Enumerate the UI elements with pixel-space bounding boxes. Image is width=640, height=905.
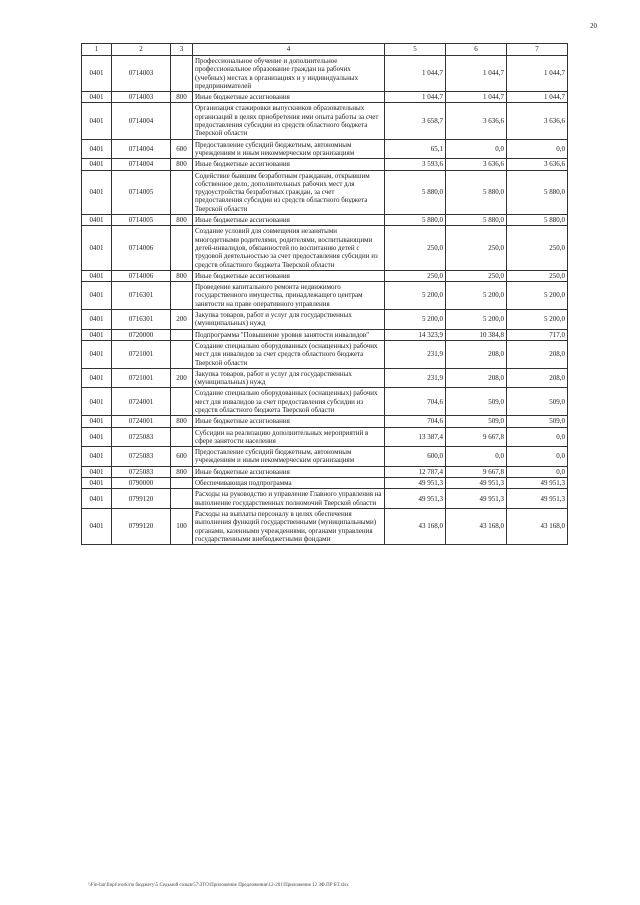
expense-type-cell: 800 bbox=[171, 466, 193, 477]
section-code-cell: 0401 bbox=[82, 466, 112, 477]
amount-col6-cell: 509,0 bbox=[446, 388, 507, 416]
amount-col7-cell: 43 168,0 bbox=[507, 508, 568, 544]
target-article-cell: 0714006 bbox=[112, 270, 171, 281]
target-article-cell: 0716301 bbox=[112, 310, 171, 330]
header-cell: 5 bbox=[385, 44, 446, 56]
section-code-cell: 0401 bbox=[82, 388, 112, 416]
section-code-cell: 0401 bbox=[82, 329, 112, 340]
amount-col6-cell: 509,0 bbox=[446, 416, 507, 427]
amount-col5-cell: 49 951,3 bbox=[385, 489, 446, 509]
amount-col6-cell: 5 880,0 bbox=[446, 170, 507, 214]
amount-col6-cell: 10 384,8 bbox=[446, 329, 507, 340]
expense-type-cell bbox=[171, 226, 193, 270]
section-code-cell: 0401 bbox=[82, 226, 112, 270]
table-row bbox=[82, 478, 568, 489]
table-row bbox=[82, 329, 568, 340]
amount-col7-cell: 0,0 bbox=[507, 447, 568, 467]
section-code-cell: 0401 bbox=[82, 508, 112, 544]
amount-col6-cell: 1 044,7 bbox=[446, 56, 507, 92]
amount-col7-cell: 5 200,0 bbox=[507, 310, 568, 330]
amount-col6-cell: 49 951,3 bbox=[446, 489, 507, 509]
table-row bbox=[82, 508, 568, 544]
expense-type-cell bbox=[171, 340, 193, 368]
amount-col6-cell: 49 951,3 bbox=[446, 478, 507, 489]
target-article-cell: 0714003 bbox=[112, 92, 171, 103]
amount-col7-cell: 3 636,6 bbox=[507, 103, 568, 139]
amount-col7-cell: 250,0 bbox=[507, 270, 568, 281]
description-cell: Закупка товаров, работ и услуг для государственных (муниципальных) нужд bbox=[193, 310, 385, 330]
file-path-footer: \\Fin-lan\finpl\work\по бюджету\5 Седьмой созыв\57\ЗТО\Приложение Предложения\12-201\Приложение 12 ЗФ.ПР БТ.xlsx bbox=[88, 883, 349, 888]
table-row bbox=[82, 340, 568, 368]
amount-col5-cell: 12 787,4 bbox=[385, 466, 446, 477]
description-cell: Иные бюджетные ассигнования bbox=[193, 416, 385, 427]
section-code-cell: 0401 bbox=[82, 92, 112, 103]
expense-type-cell bbox=[171, 282, 193, 310]
amount-col5-cell: 65,1 bbox=[385, 139, 446, 159]
header-cell: 1 bbox=[82, 44, 112, 56]
description-cell: Профессиональное обучение и дополнительное профессиональное образование граждан на рабочих (учебных) местах в организациях и у индивидуальных предпринимателей bbox=[193, 56, 385, 92]
description-cell: Организация стажировки выпускников образовательных организаций в целях приобретения ими опыта работы за счет предоставления субсидии из средств областного бюджета Тверской области bbox=[193, 103, 385, 139]
amount-col5-cell: 13 387,4 bbox=[385, 427, 446, 447]
expense-type-cell bbox=[171, 388, 193, 416]
section-code-cell: 0401 bbox=[82, 56, 112, 92]
table-row bbox=[82, 215, 568, 226]
target-article-cell: 0799120 bbox=[112, 489, 171, 509]
amount-col6-cell: 250,0 bbox=[446, 226, 507, 270]
amount-col7-cell: 208,0 bbox=[507, 368, 568, 388]
amount-col7-cell: 3 636,6 bbox=[507, 159, 568, 170]
amount-col6-cell: 5 200,0 bbox=[446, 282, 507, 310]
amount-col6-cell: 250,0 bbox=[446, 270, 507, 281]
target-article-cell: 0725083 bbox=[112, 466, 171, 477]
expense-type-cell: 600 bbox=[171, 139, 193, 159]
expense-type-cell bbox=[171, 329, 193, 340]
amount-col7-cell: 0,0 bbox=[507, 427, 568, 447]
amount-col7-cell: 0,0 bbox=[507, 466, 568, 477]
section-code-cell: 0401 bbox=[82, 340, 112, 368]
section-code-cell: 0401 bbox=[82, 215, 112, 226]
description-cell: Обеспечивающая подпрограмма bbox=[193, 478, 385, 489]
amount-col5-cell: 5 880,0 bbox=[385, 215, 446, 226]
amount-col7-cell: 5 880,0 bbox=[507, 215, 568, 226]
amount-col5-cell: 704,6 bbox=[385, 388, 446, 416]
amount-col6-cell: 208,0 bbox=[446, 340, 507, 368]
description-cell: Закупка товаров, работ и услуг для государственных (муниципальных) нужд bbox=[193, 368, 385, 388]
section-code-cell: 0401 bbox=[82, 478, 112, 489]
amount-col7-cell: 717,0 bbox=[507, 329, 568, 340]
target-article-cell: 0714006 bbox=[112, 226, 171, 270]
description-cell: Предоставление субсидий бюджетным, автономным учреждениям и иным некоммерческим организациям bbox=[193, 139, 385, 159]
amount-col7-cell: 0,0 bbox=[507, 139, 568, 159]
amount-col6-cell: 0,0 bbox=[446, 139, 507, 159]
amount-col5-cell: 1 044,7 bbox=[385, 92, 446, 103]
table-row bbox=[82, 103, 568, 139]
target-article-cell: 0721001 bbox=[112, 340, 171, 368]
amount-col6-cell: 3 636,6 bbox=[446, 103, 507, 139]
target-article-cell: 0721001 bbox=[112, 368, 171, 388]
amount-col7-cell: 208,0 bbox=[507, 340, 568, 368]
description-cell: Иные бюджетные ассигнования bbox=[193, 92, 385, 103]
target-article-cell: 0720000 bbox=[112, 329, 171, 340]
amount-col6-cell: 43 168,0 bbox=[446, 508, 507, 544]
expense-type-cell bbox=[171, 103, 193, 139]
table-row bbox=[82, 489, 568, 509]
section-code-cell: 0401 bbox=[82, 447, 112, 467]
table-row bbox=[82, 159, 568, 170]
section-code-cell: 0401 bbox=[82, 416, 112, 427]
expense-type-cell: 200 bbox=[171, 368, 193, 388]
description-cell: Предоставление субсидий бюджетным, автономным учреждениям и иным некоммерческим организациям bbox=[193, 447, 385, 467]
section-code-cell: 0401 bbox=[82, 103, 112, 139]
amount-col6-cell: 208,0 bbox=[446, 368, 507, 388]
table-row bbox=[82, 416, 568, 427]
section-code-cell: 0401 bbox=[82, 489, 112, 509]
header-row bbox=[82, 44, 568, 56]
amount-col7-cell: 509,0 bbox=[507, 416, 568, 427]
expense-type-cell: 800 bbox=[171, 416, 193, 427]
description-cell: Содействие бывшим безработным гражданам, открывшим собственное дело, дополнительных рабочих мест для трудоустройства безработных граждан, за счет предоставления субсидии из средств областного бюджета Тверской области bbox=[193, 170, 385, 214]
expense-type-cell: 800 bbox=[171, 159, 193, 170]
amount-col7-cell: 5 880,0 bbox=[507, 170, 568, 214]
amount-col7-cell: 1 044,7 bbox=[507, 56, 568, 92]
expense-type-cell: 800 bbox=[171, 270, 193, 281]
table-row bbox=[82, 388, 568, 416]
description-cell: Иные бюджетные ассигнования bbox=[193, 466, 385, 477]
description-cell: Иные бюджетные ассигнования bbox=[193, 270, 385, 281]
page-number: 20 bbox=[590, 22, 597, 30]
expense-type-cell bbox=[171, 489, 193, 509]
expense-type-cell: 600 bbox=[171, 447, 193, 467]
expense-type-cell bbox=[171, 478, 193, 489]
description-cell: Создание специально оборудованных (оснащенных) рабочих мест для инвалидов за счет средств областного бюджета Тверской области bbox=[193, 340, 385, 368]
section-code-cell: 0401 bbox=[82, 368, 112, 388]
amount-col7-cell: 49 951,3 bbox=[507, 489, 568, 509]
amount-col7-cell: 5 200,0 bbox=[507, 282, 568, 310]
table-row bbox=[82, 139, 568, 159]
amount-col7-cell: 509,0 bbox=[507, 388, 568, 416]
table-row bbox=[82, 92, 568, 103]
target-article-cell: 0724001 bbox=[112, 388, 171, 416]
description-cell: Иные бюджетные ассигнования bbox=[193, 159, 385, 170]
section-code-cell: 0401 bbox=[82, 270, 112, 281]
table-row bbox=[82, 310, 568, 330]
expense-type-cell bbox=[171, 427, 193, 447]
amount-col6-cell: 0,0 bbox=[446, 447, 507, 467]
table-row bbox=[82, 282, 568, 310]
section-code-cell: 0401 bbox=[82, 170, 112, 214]
section-code-cell: 0401 bbox=[82, 139, 112, 159]
amount-col6-cell: 5 880,0 bbox=[446, 215, 507, 226]
target-article-cell: 0714005 bbox=[112, 170, 171, 214]
table-row bbox=[82, 270, 568, 281]
table-row bbox=[82, 56, 568, 92]
amount-col6-cell: 9 667,8 bbox=[446, 427, 507, 447]
table-row bbox=[82, 466, 568, 477]
target-article-cell: 0716301 bbox=[112, 282, 171, 310]
table-row bbox=[82, 368, 568, 388]
header-cell: 4 bbox=[193, 44, 385, 56]
amount-col5-cell: 231,9 bbox=[385, 340, 446, 368]
amount-col5-cell: 231,9 bbox=[385, 368, 446, 388]
table-row bbox=[82, 427, 568, 447]
amount-col5-cell: 5 880,0 bbox=[385, 170, 446, 214]
header-cell: 2 bbox=[112, 44, 171, 56]
section-code-cell: 0401 bbox=[82, 427, 112, 447]
description-cell: Расходы на выплаты персоналу в целях обеспечения выполнения функций государственными (муниципальными) органами, казенными учреждениями, органами управления государственными внебюджетными фондами bbox=[193, 508, 385, 544]
amount-col5-cell: 250,0 bbox=[385, 226, 446, 270]
budget-table bbox=[81, 43, 568, 545]
section-code-cell: 0401 bbox=[82, 282, 112, 310]
description-cell: Иные бюджетные ассигнования bbox=[193, 215, 385, 226]
amount-col7-cell: 250,0 bbox=[507, 226, 568, 270]
amount-col5-cell: 250,0 bbox=[385, 270, 446, 281]
target-article-cell: 0725083 bbox=[112, 427, 171, 447]
target-article-cell: 0724001 bbox=[112, 416, 171, 427]
target-article-cell: 0714004 bbox=[112, 139, 171, 159]
target-article-cell: 0790000 bbox=[112, 478, 171, 489]
target-article-cell: 0714005 bbox=[112, 215, 171, 226]
section-code-cell: 0401 bbox=[82, 310, 112, 330]
section-code-cell: 0401 bbox=[82, 159, 112, 170]
description-cell: Создание специально оборудованных (оснащенных) рабочих мест для инвалидов за счет предоставления субсидии из средств областного бюджета Тверской области bbox=[193, 388, 385, 416]
expense-type-cell: 100 bbox=[171, 508, 193, 544]
description-cell: Субсидии на реализацию дополнительных мероприятий в сфере занятости населения bbox=[193, 427, 385, 447]
target-article-cell: 0714003 bbox=[112, 56, 171, 92]
amount-col5-cell: 43 168,0 bbox=[385, 508, 446, 544]
target-article-cell: 0714004 bbox=[112, 103, 171, 139]
target-article-cell: 0714004 bbox=[112, 159, 171, 170]
description-cell: Подпрограмма "Повышение уровня занятости инвалидов" bbox=[193, 329, 385, 340]
target-article-cell: 0725083 bbox=[112, 447, 171, 467]
description-cell: Создание условий для совмещения незанятыми многодетными родителями, родителями, воспитывающими детей-инвалидов, обязанностей по воспитанию детей с трудовой деятельностью за счет предоставления субсидии из средств областного бюджета Тверской области bbox=[193, 226, 385, 270]
expense-type-cell bbox=[171, 56, 193, 92]
amount-col7-cell: 1 044,7 bbox=[507, 92, 568, 103]
amount-col5-cell: 3 593,6 bbox=[385, 159, 446, 170]
amount-col6-cell: 1 044,7 bbox=[446, 92, 507, 103]
header-cell: 3 bbox=[171, 44, 193, 56]
expense-type-cell bbox=[171, 170, 193, 214]
amount-col5-cell: 600,0 bbox=[385, 447, 446, 467]
description-cell: Проведение капитального ремонта недвижимого государственного имущества, принадлежащего центрам занятости на праве оперативного управления bbox=[193, 282, 385, 310]
amount-col5-cell: 1 044,7 bbox=[385, 56, 446, 92]
amount-col7-cell: 49 951,3 bbox=[507, 478, 568, 489]
amount-col6-cell: 3 636,6 bbox=[446, 159, 507, 170]
amount-col5-cell: 5 200,0 bbox=[385, 310, 446, 330]
amount-col5-cell: 3 658,7 bbox=[385, 103, 446, 139]
amount-col5-cell: 14 323,9 bbox=[385, 329, 446, 340]
amount-col6-cell: 5 200,0 bbox=[446, 310, 507, 330]
table-row bbox=[82, 170, 568, 214]
amount-col6-cell: 9 667,8 bbox=[446, 466, 507, 477]
amount-col5-cell: 5 200,0 bbox=[385, 282, 446, 310]
expense-type-cell: 800 bbox=[171, 215, 193, 226]
amount-col5-cell: 704,6 bbox=[385, 416, 446, 427]
table-row bbox=[82, 226, 568, 270]
header-cell: 7 bbox=[507, 44, 568, 56]
amount-col5-cell: 49 951,3 bbox=[385, 478, 446, 489]
expense-type-cell: 200 bbox=[171, 310, 193, 330]
description-cell: Расходы на руководство и управление Главного управления на выполнение государственных полномочий Тверской области bbox=[193, 489, 385, 509]
expense-type-cell: 800 bbox=[171, 92, 193, 103]
target-article-cell: 0799120 bbox=[112, 508, 171, 544]
header-cell: 6 bbox=[446, 44, 507, 56]
table-row bbox=[82, 447, 568, 467]
